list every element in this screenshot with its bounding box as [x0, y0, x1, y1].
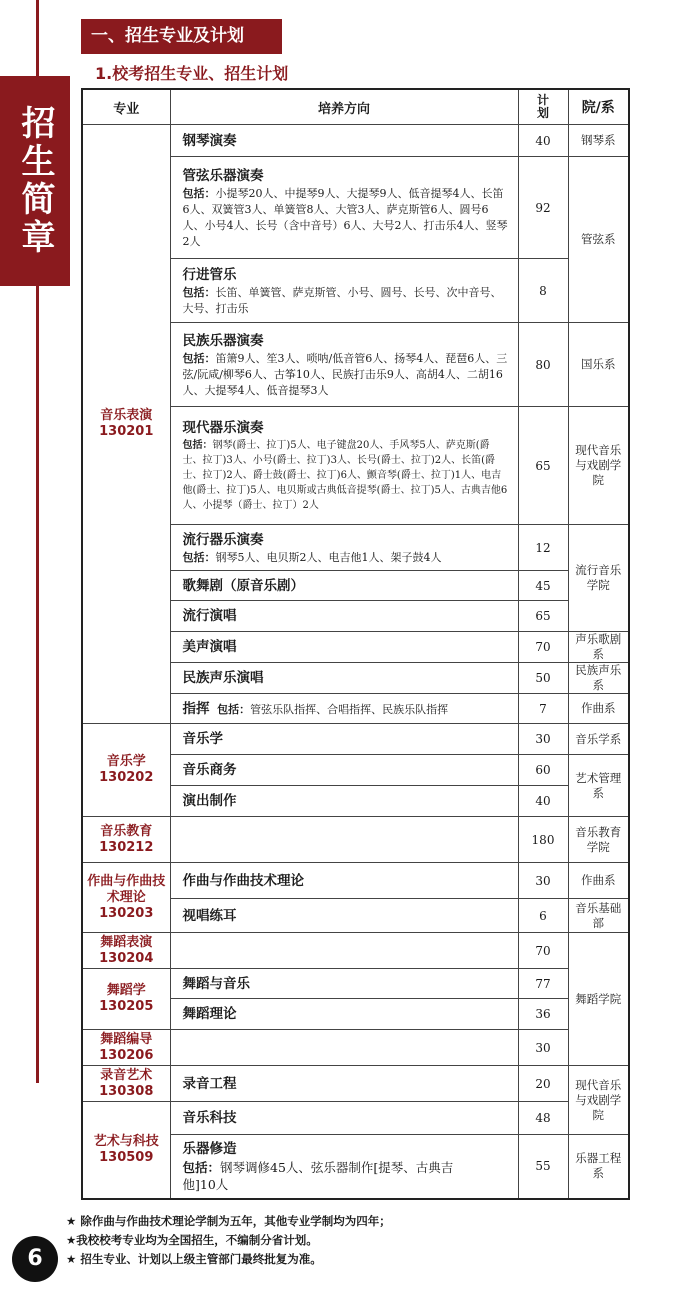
footnotes	[66, 1212, 391, 1269]
direction-cell: 音乐学	[170, 724, 518, 755]
header-dept: 院/系	[568, 89, 629, 125]
dept-cell: 国乐系	[568, 323, 629, 407]
plan-cell: 60	[518, 755, 568, 786]
dept-cell: 音乐教育学院	[568, 817, 629, 863]
direction-cell: 演出制作	[170, 786, 518, 817]
plan-cell: 55	[518, 1135, 568, 1199]
direction-cell: 指挥 包括：管弦乐队指挥、合唱指挥、民族乐队指挥	[170, 694, 518, 724]
table-row	[82, 125, 629, 157]
plan-cell: 65	[518, 407, 568, 525]
direction-cell: 现代器乐演奏 包括：钢琴(爵士、拉丁)5人、电子键盘20人、手风琴5人、萨克斯(爵士、拉丁)3人、小号(爵士、拉丁)3人、长号(爵士、拉丁)2人、长笛(爵士、拉丁)2人、爵士鼓(爵士、拉丁)6人、颤音琴(爵士、拉丁)1人、电吉他(爵士、拉丁)5人、电贝斯或古典低音提琴(爵士、拉丁)5人、古典吉他6人、小提琴（爵士、拉丁）2人	[170, 407, 518, 525]
header-major: 专业	[82, 89, 170, 125]
direction-cell: 民族乐器演奏 包括：笛箫9人、笙3人、唢呐/低音管6人、扬琴4人、琵琶6人、三弦/阮咸/柳琴6人、古筝10人、民族打击乐9人、高胡4人、二胡16人、大提琴4人、低音提琴3人	[170, 323, 518, 407]
table-row	[82, 1030, 629, 1066]
direction-cell: 民族声乐演唱	[170, 663, 518, 694]
dept-cell: 管弦系	[568, 157, 629, 323]
direction-cell: 舞蹈与音乐	[170, 969, 518, 999]
dept-cell: 现代音乐与戏剧学院	[568, 407, 629, 525]
plan-cell: 77	[518, 969, 568, 999]
dept-cell: 音乐基础部	[568, 899, 629, 933]
major-cell: 音乐学 130202	[82, 724, 170, 817]
plan-cell: 45	[518, 571, 568, 601]
table-row	[82, 1066, 629, 1102]
page-number: 6	[12, 1236, 58, 1282]
dept-cell: 声乐歌剧系	[568, 632, 629, 663]
dept-cell: 乐器工程系	[568, 1135, 629, 1199]
major-cell: 作曲与作曲技术理论 130203	[82, 863, 170, 933]
direction-cell: 流行演唱	[170, 601, 518, 632]
dept-cell: 现代音乐与戏剧学院	[568, 1066, 629, 1135]
dept-cell: 音乐学系	[568, 724, 629, 755]
direction-cell: 作曲与作曲技术理论	[170, 863, 518, 899]
plan-cell: 80	[518, 323, 568, 407]
direction-cell: 钢琴演奏	[170, 125, 518, 157]
major-cell: 音乐教育 130212	[82, 817, 170, 863]
plan-cell: 92	[518, 157, 568, 259]
table-row	[82, 969, 629, 999]
table-row	[82, 724, 629, 755]
major-cell: 舞蹈表演 130204	[82, 933, 170, 969]
dept-cell: 艺术管理系	[568, 755, 629, 817]
direction-cell: 管弦乐器演奏 包括：小提琴20人、中提琴9人、大提琴9人、低音提琴4人、长笛6人、双簧管3人、单簧管8人、大管3人、萨克斯管6人、圆号6人、小号4人、长号（含中音号）6人、大号2人、打击乐4人、竖琴2人	[170, 157, 518, 259]
plan-cell: 70	[518, 933, 568, 969]
direction-cell: 音乐商务	[170, 755, 518, 786]
dept-cell: 民族声乐系	[568, 663, 629, 694]
direction-cell: 音乐科技	[170, 1102, 518, 1135]
section-title: 一、招生专业及计划	[81, 19, 282, 54]
direction-cell: 歌舞剧（原音乐剧）	[170, 571, 518, 601]
table-row	[82, 1102, 629, 1135]
major-cell: 舞蹈学 130205	[82, 969, 170, 1030]
direction-cell	[170, 817, 518, 863]
major-cell: 艺术与科技 130509	[82, 1102, 170, 1199]
direction-cell: 录音工程	[170, 1066, 518, 1102]
subsection-title: 1.校考招生专业、招生计划	[95, 64, 289, 83]
direction-cell: 行进管乐 包括：长笛、单簧管、萨克斯管、小号、圆号、长号、次中音号、大号、打击乐	[170, 259, 518, 323]
plan-cell: 6	[518, 899, 568, 933]
table-row	[82, 933, 629, 969]
major-name: 音乐表演	[100, 408, 153, 423]
header-direction: 培养方向	[170, 89, 518, 125]
table-row	[82, 863, 629, 899]
plan-cell: 30	[518, 863, 568, 899]
plan-cell: 40	[518, 125, 568, 157]
table-row	[82, 817, 629, 863]
major-code: 130201	[99, 424, 154, 439]
header-plan: 计划	[518, 89, 568, 125]
dept-cell: 舞蹈学院	[568, 933, 629, 1066]
direction-cell	[170, 933, 518, 969]
plan-cell: 36	[518, 999, 568, 1030]
dept-cell: 流行音乐学院	[568, 525, 629, 632]
plan-cell: 65	[518, 601, 568, 632]
footnote: ★我校校考专业均为全国招生，不编制分省计划。	[66, 1233, 318, 1247]
plan-cell: 12	[518, 525, 568, 571]
direction-cell: 美声演唱	[170, 632, 518, 663]
dept-cell: 钢琴系	[568, 125, 629, 157]
major-cell: 录音艺术 130308	[82, 1066, 170, 1102]
direction-cell: 流行器乐演奏 包括：钢琴5人、电贝斯2人、电吉他1人、架子鼓4人	[170, 525, 518, 571]
plan-cell: 30	[518, 1030, 568, 1066]
direction-cell	[170, 1030, 518, 1066]
dept-cell: 作曲系	[568, 863, 629, 899]
direction-cell: 舞蹈理论	[170, 999, 518, 1030]
plan-cell: 7	[518, 694, 568, 724]
footnote: ★ 除作曲与作曲技术理论学制为五年，其他专业学制均为四年；	[66, 1214, 391, 1228]
direction-cell: 视唱练耳	[170, 899, 518, 933]
plan-cell: 70	[518, 632, 568, 663]
plan-cell: 8	[518, 259, 568, 323]
table-header-row	[82, 89, 629, 125]
major-cell: 舞蹈编导 130206	[82, 1030, 170, 1066]
enrollment-table	[81, 88, 630, 1200]
plan-cell: 30	[518, 724, 568, 755]
dept-cell: 作曲系	[568, 694, 629, 724]
major-cell	[82, 125, 170, 724]
direction-cell: 乐器修造 包括：钢琴调修45人、弦乐器制作[提琴、古典吉他]10人	[170, 1135, 518, 1199]
footnote: ★ 招生专业、计划以上级主管部门最终批复为准。	[66, 1252, 322, 1266]
plan-cell: 40	[518, 786, 568, 817]
plan-cell: 50	[518, 663, 568, 694]
plan-cell: 180	[518, 817, 568, 863]
sidebar-title: 招生简章	[0, 76, 70, 286]
plan-cell: 48	[518, 1102, 568, 1135]
plan-cell: 20	[518, 1066, 568, 1102]
